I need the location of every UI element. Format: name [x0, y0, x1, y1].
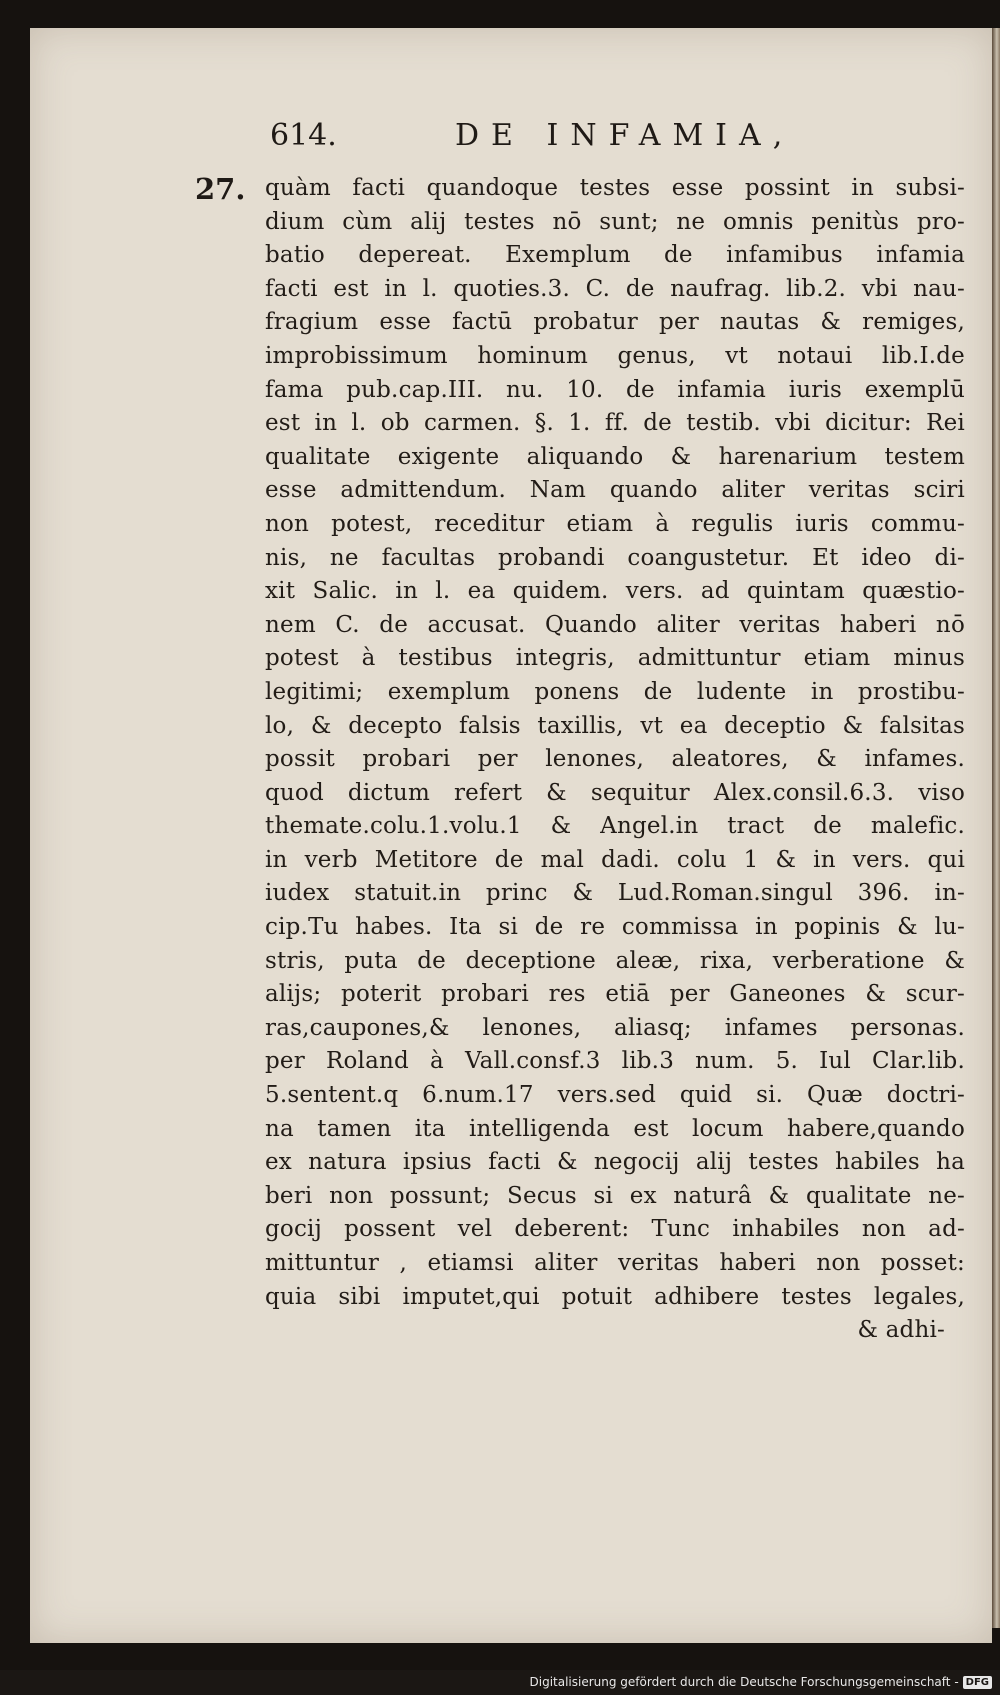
- page-number: 614.: [270, 118, 337, 153]
- text-line: 5.sentent.q 6.num.17 vers.sed quid si. Quæ doctri-: [265, 1082, 965, 1109]
- margin-number: 27.: [195, 172, 246, 206]
- text-line: ex natura ipsius facti & negocij alij testes habiles ha: [265, 1149, 965, 1176]
- text-line: fama pub.cap.III. nu. 10. de infamia iuris exemplū: [265, 376, 965, 403]
- digitization-credit: [530, 1673, 993, 1691]
- text-line: facti est in l. quoties.3. C. de naufrag. lib.2. vbi nau-: [265, 275, 965, 302]
- text-line: cip.Tu habes. Ita si de re commissa in popinis & lu-: [265, 914, 965, 941]
- text-line: xit Salic. in l. ea quidem. vers. ad quintam quæstio-: [265, 578, 965, 605]
- text-line: na tamen ita intelligenda est locum habere,quando: [265, 1115, 965, 1142]
- text-line: nem C. de accusat. Quando aliter veritas haberi nō: [265, 611, 965, 638]
- text-line: iudex statuit.in princ & Lud.Roman.singul 396. in-: [265, 880, 965, 907]
- text-line: beri non possunt; Secus si ex naturâ & qualitate ne-: [265, 1182, 965, 1209]
- text-line: per Roland à Vall.consf.3 lib.3 num. 5. Iul Clar.lib.: [265, 1048, 965, 1075]
- dfg-logo: DFG: [963, 1676, 992, 1689]
- text-line: dium cùm alij testes nō sunt; ne omnis penitùs pro-: [265, 208, 965, 235]
- text-line: esse admittendum. Nam quando aliter veritas sciri: [265, 477, 965, 504]
- text-line: quàm facti quandoque testes esse possint in subsi-: [265, 175, 965, 201]
- text-line: legitimi; exemplum ponens de ludente in prostibu-: [265, 678, 965, 705]
- text-line: in verb Metitore de mal dadi. colu 1 & in vers. qui: [265, 846, 965, 873]
- text-line: ras,caupones,& lenones, aliasq; infames personas.: [265, 1014, 965, 1041]
- text-line: alijs; poterit probari res etiā per Ganeones & scur-: [265, 981, 965, 1008]
- page-edge: [992, 28, 1000, 1628]
- body-text: [265, 172, 965, 1348]
- text-line: est in l. ob carmen. §. 1. ff. de testib. vbi dicitur: Rei: [265, 410, 965, 437]
- text-line: themate.colu.1.volu.1 & Angel.in tract de malefic.: [265, 813, 965, 840]
- text-line: improbissimum hominum genus, vt notaui lib.I.de: [265, 342, 965, 369]
- text-line: quia sibi imputet,qui potuit adhibere testes legales,: [265, 1283, 965, 1310]
- text-line: stris, puta de deceptione aleæ, rixa, verberatione &: [265, 947, 965, 974]
- text-line: potest à testibus integris, admittuntur etiam minus: [265, 645, 965, 672]
- text-line: mittuntur , etiamsi aliter veritas haberi non posset:: [265, 1250, 965, 1276]
- catchword: & adhi-: [857, 1317, 945, 1344]
- running-head-title: DE INFAMIA,: [455, 118, 795, 153]
- text-line: batio depereat. Exemplum de infamibus infamia: [265, 242, 965, 269]
- text-line: lo, & decepto falsis taxillis, vt ea deceptio & falsitas: [265, 712, 965, 739]
- text-line: fragium esse factū probatur per nautas & remiges,: [265, 309, 965, 336]
- credit-text: Digitalisierung gefördert durch die Deutsche Forschungsgemeinschaft -: [529, 1675, 959, 1689]
- running-head: [270, 118, 830, 158]
- text-line: non potest, receditur etiam à regulis iuris commu-: [265, 510, 965, 537]
- text-line: possit probari per lenones, aleatores, & infames.: [265, 746, 965, 773]
- text-line: qualitate exigente aliquando & harenarium testem: [265, 443, 965, 470]
- text-line: quod dictum refert & sequitur Alex.consil.6.3. viso: [265, 779, 965, 806]
- text-line: gocij possent vel deberent: Tunc inhabiles non ad-: [265, 1216, 965, 1243]
- text-line: nis, ne facultas probandi coangustetur. Et ideo di-: [265, 544, 965, 571]
